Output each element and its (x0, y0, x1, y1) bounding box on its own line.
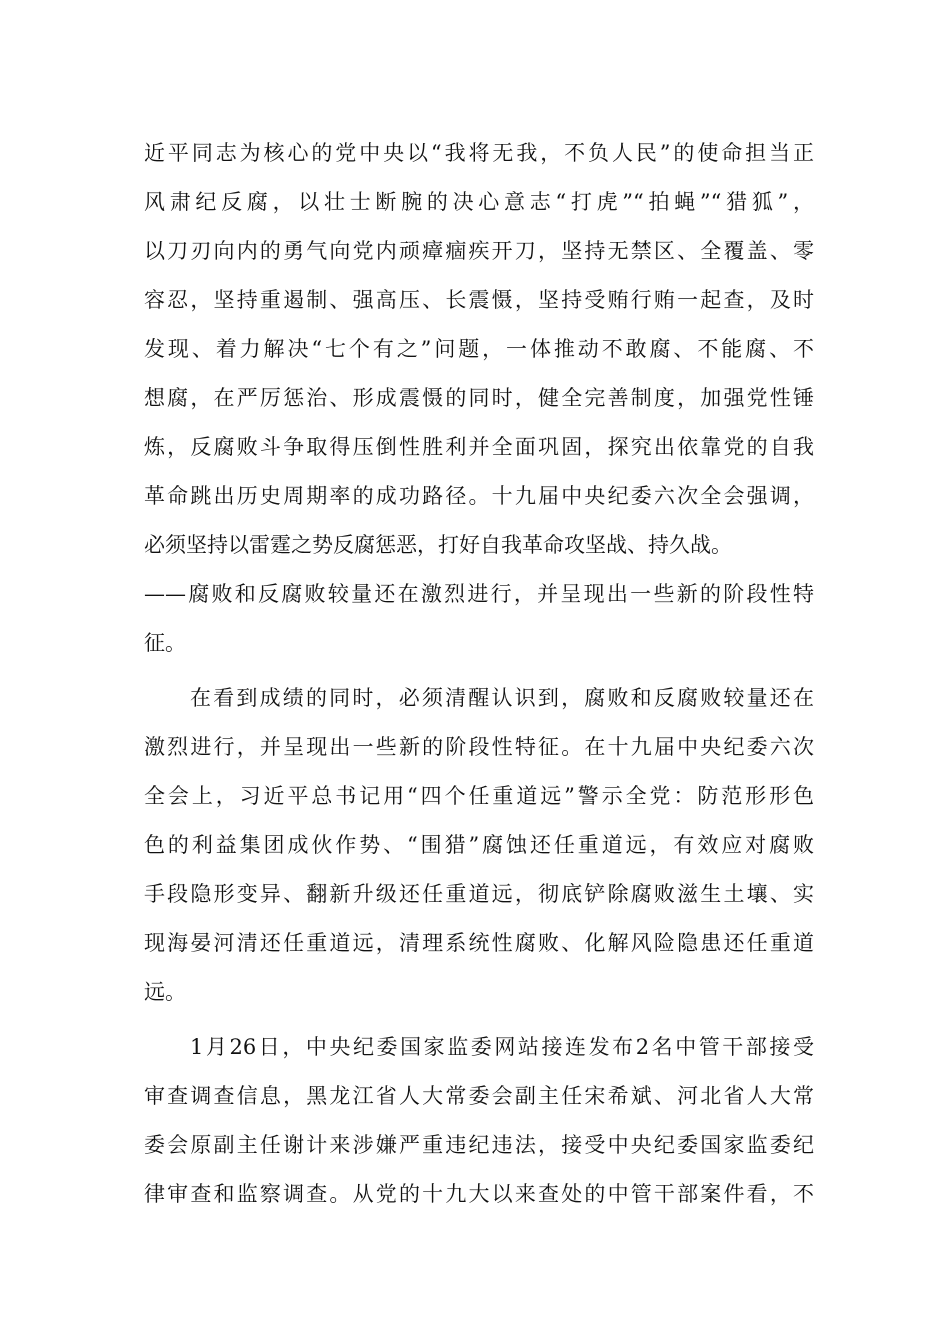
text-line: ——腐败和反腐败较量还在激烈进行，并呈现出一些新的阶段性特 (144, 582, 814, 606)
text-line: 激烈进行，并呈现出一些新的阶段性特征。在十九届中央纪委六次 (144, 735, 814, 759)
text-line: 征。 (144, 631, 186, 655)
text-line: 色的利益集团成伙作势、“围猎”腐蚀还任重道远，有效应对腐败 (144, 833, 814, 857)
text-line: 容忍，坚持重遏制、强高压、长震慑，坚持受贿行贿一起查，及时 (144, 288, 814, 312)
text-line: 远。 (144, 980, 186, 1004)
text-line: 风肃纪反腐，以壮士断腕的决心意志“打虎”“拍蝇”“猎狐”， (144, 190, 814, 214)
text-line: 炼，反腐败斗争取得压倒性胜利并全面巩固，探究出依靠党的自我 (144, 435, 814, 459)
text-line: 想腐，在严厉惩治、形成震慑的同时，健全完善制度，加强党性锤 (144, 386, 814, 410)
text-line: 现海晏河清还任重道远，清理系统性腐败、化解风险隐患还任重道 (144, 931, 814, 955)
text-line: 必须坚持以雷霆之势反腐惩恶，打好自我革命攻坚战、持久战。 (144, 533, 732, 557)
text-line: 以刀刃向内的勇气向党内顽瘴痼疾开刀，坚持无禁区、全覆盖、零 (144, 239, 814, 263)
text-line: 发现、着力解决“七个有之”问题，一体推动不敢腐、不能腐、不 (144, 337, 814, 361)
text-line: 手段隐形变异、翻新升级还任重道远，彻底铲除腐败滋生土壤、实 (144, 882, 814, 906)
text-line: 律审查和监察调查。从党的十九大以来查处的中管干部案件看，不 (144, 1182, 814, 1206)
text-line: 近平同志为核心的党中央以“我将无我，不负人民”的使命担当正 (144, 141, 814, 165)
text-line: 审查调查信息，黑龙江省人大常委会副主任宋希斌、河北省人大常 (144, 1084, 814, 1108)
text-line: 革命跳出历史周期率的成功路径。十九届中央纪委六次全会强调， (144, 484, 814, 508)
text-line: 全会上，习近平总书记用“四个任重道远”警示全党：防范形形色 (144, 784, 814, 808)
paragraph-first-line: 1月26日，中央纪委国家监委网站接连发布2名中管干部接受 (190, 1035, 814, 1059)
text-line: 委会原副主任谢计来涉嫌严重违纪违法，接受中央纪委国家监委纪 (144, 1133, 814, 1157)
paragraph-first-line: 在看到成绩的同时，必须清醒认识到，腐败和反腐败较量还在 (190, 686, 814, 710)
